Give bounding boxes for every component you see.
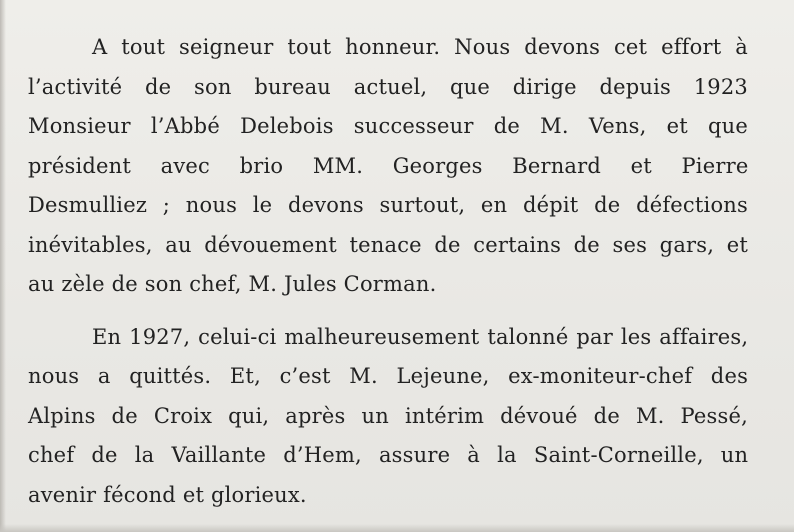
- text-line: l’activité de son bureau actuel, que dirige depuis 1923: [28, 74, 748, 99]
- text-line: au zèle de son chef, M. Jules Corman.: [28, 272, 437, 296]
- text-line: avenir fécond et glorieux.: [28, 482, 307, 507]
- document-text: [28, 28, 748, 515]
- text-line: Desmulliez ; nous le devons surtout, en dépit de défections: [28, 193, 748, 217]
- text-line: nous a quittés. Et, c’est M. Lejeune, ex-moniteur-chef des: [28, 364, 749, 388]
- text-line: Monsieur l’Abbé Delebois successeur de M. Vens, et que: [28, 114, 748, 138]
- text-line: inévitables, au dévouement tenace de certains de ses gars, et: [28, 232, 748, 257]
- text-line: président avec brio MM. Georges Bernard et Pierre: [28, 153, 749, 178]
- text-line: En 1927, celui-ci malheureusement talonné par les affaires,: [92, 324, 749, 349]
- paragraph-gap: [28, 305, 748, 318]
- paragraph-1: [28, 28, 748, 305]
- text-line: Alpins de Croix qui, après un intérim dévoué de M. Pessé,: [28, 403, 748, 428]
- text-line: chef de la Vaillante d’Hem, assure à la Saint-Corneille, un: [28, 443, 749, 467]
- paragraph-2: [28, 318, 748, 516]
- text-line: A tout seigneur tout honneur. Nous devons cet effort à: [92, 35, 748, 59]
